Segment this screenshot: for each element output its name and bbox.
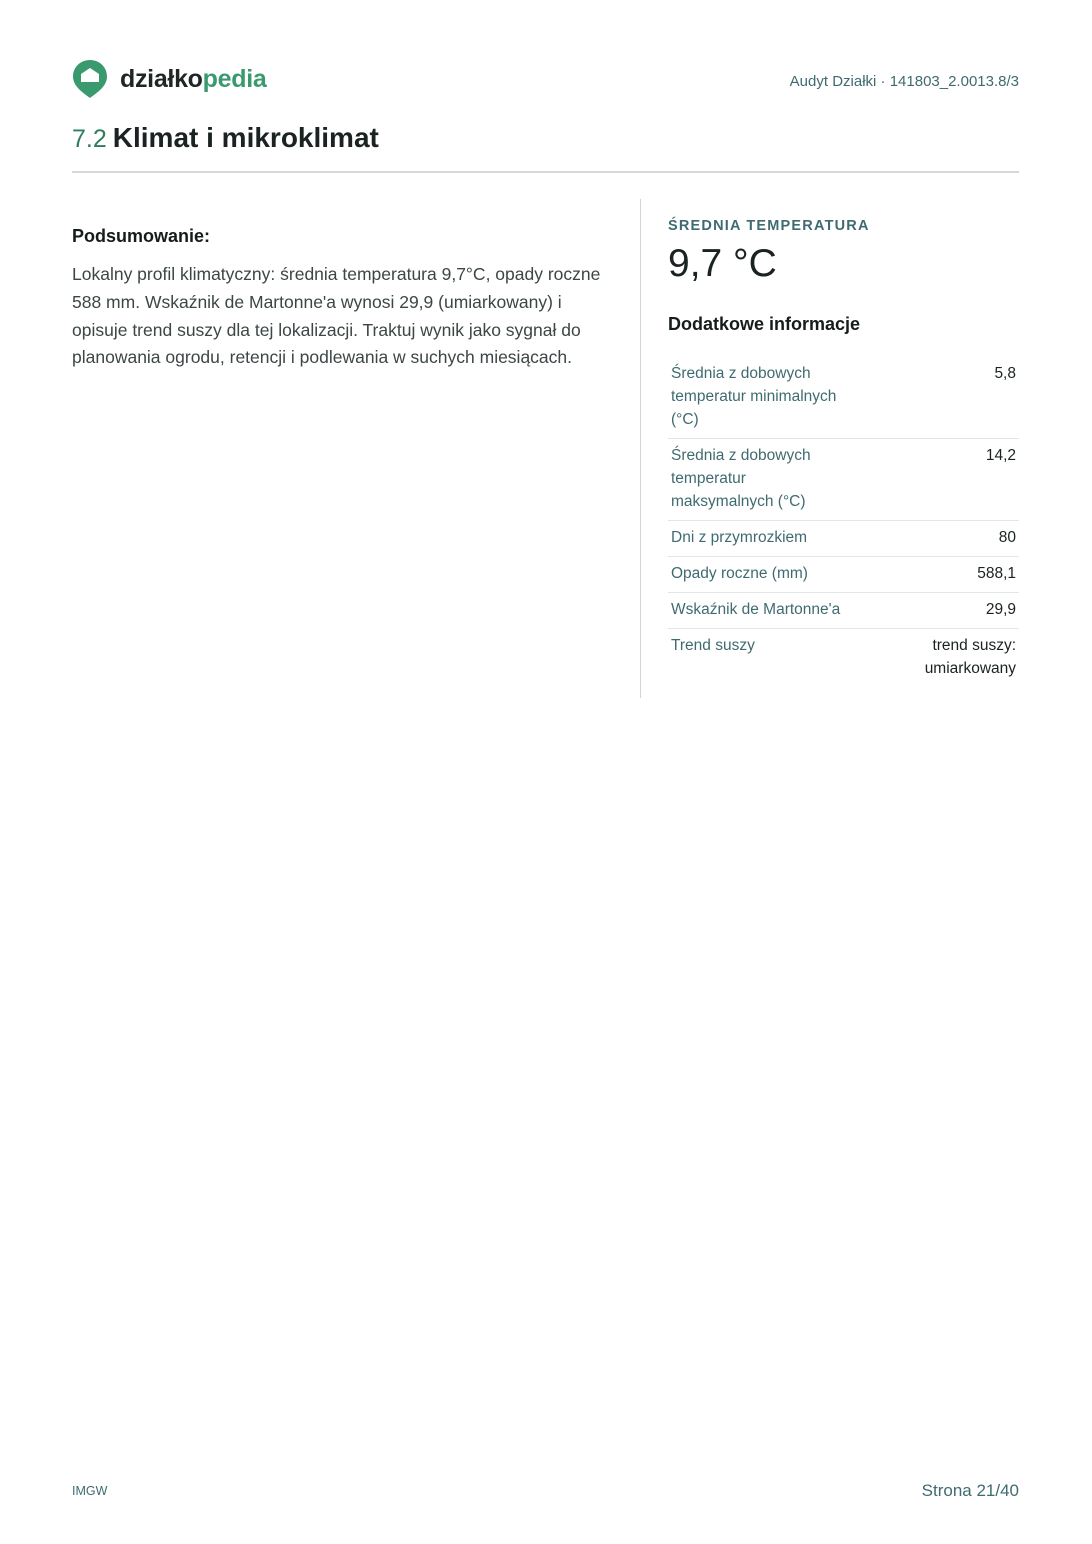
section-title: Klimat i mikroklimat	[112, 122, 379, 153]
row-value: 29,9	[985, 601, 1016, 618]
row-value: 14,2	[985, 447, 1016, 464]
row-key: Wskaźnik de Martonne'a	[671, 601, 841, 618]
table-row	[668, 357, 1019, 439]
document-reference: Audyt Działki · 141803_2.0013.8/3	[789, 73, 1019, 90]
table-row	[668, 439, 1019, 521]
map-pin-logo-icon	[72, 59, 108, 99]
table-row	[668, 557, 1019, 593]
row-value: 5,8	[994, 365, 1016, 382]
row-value: trend suszy: umiarkowany	[924, 637, 1016, 677]
kpi-value: 9,7 °C	[668, 242, 777, 285]
row-value: 588,1	[977, 565, 1016, 582]
info-title: Dodatkowe informacje	[668, 314, 861, 334]
row-key: Średnia z dobowych temperatur minimalnych (°C)	[671, 365, 837, 428]
summary-label: Podsumowanie:	[72, 226, 211, 246]
logo-text-part2: pedia	[202, 64, 267, 93]
heading-divider	[72, 171, 1019, 173]
row-value: 80	[998, 529, 1016, 546]
row-key: Średnia z dobowych temperatur maksymalnych (°C)	[671, 447, 811, 510]
logo-text-part1: działko	[120, 64, 203, 93]
row-key: Opady roczne (mm)	[671, 565, 808, 582]
section-number: 7.2	[72, 125, 107, 153]
page-number: Strona 21/40	[921, 1481, 1019, 1500]
climate-panel	[668, 218, 1019, 687]
info-table	[668, 357, 1019, 687]
table-row	[668, 593, 1019, 629]
footer-source: IMGW	[72, 1484, 108, 1498]
summary-column	[72, 226, 612, 372]
kpi-label: ŚREDNIA TEMPERATURA	[668, 218, 870, 234]
logo-text	[120, 65, 266, 94]
column-divider	[640, 199, 641, 698]
table-row	[668, 521, 1019, 557]
summary-text: Lokalny profil klimatyczny: średnia temperatura 9,7°C, opady roczne 588 mm. Wskaźnik de Martonne'a wynosi 29,9 (umiarkowany) i opisuje trend suszy dla tej lokalizacji. Traktuj wynik jako sygnał do planowania ogrodu, retencji i podlewania w suchych miesiącach.	[72, 264, 601, 368]
row-key: Trend suszy	[671, 637, 755, 654]
table-row	[668, 629, 1019, 688]
row-key: Dni z przymrozkiem	[671, 529, 808, 546]
section-heading	[72, 122, 379, 154]
logo	[72, 58, 266, 100]
page-header	[72, 58, 1019, 100]
